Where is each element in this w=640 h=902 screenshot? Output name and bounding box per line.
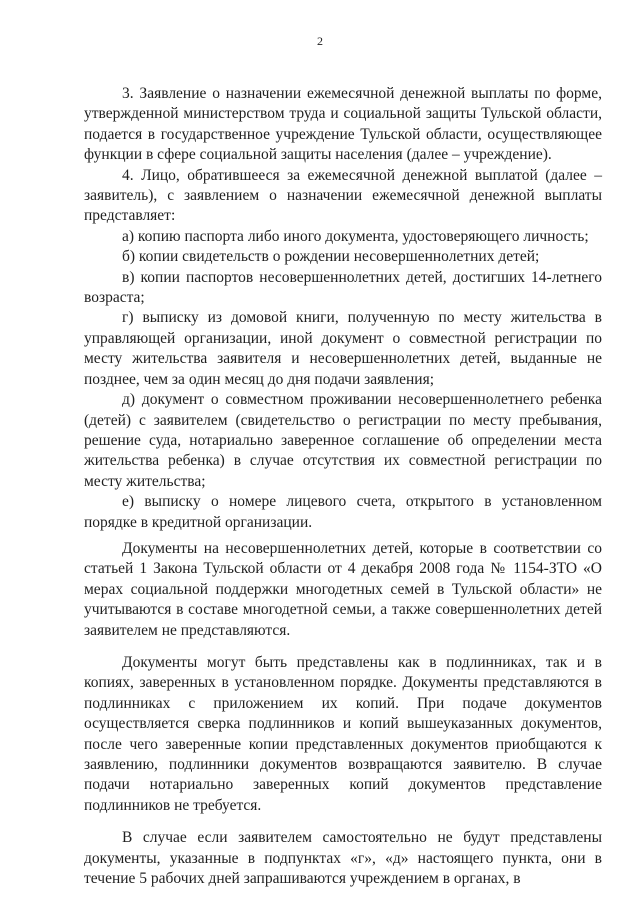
list-item-b: б) копии свидетельств о рождении несовершеннолетних детей; (122, 248, 540, 266)
list-item-d: д) документ о совместном проживании несовершеннолетнего ребенка (детей) с заявителем (свидетельство о регистрации по месту пребывания, решение суда, нотариально заверенное соглашение об определении места жительства ребенка) в случае отсутствия их совместной регистрации по месту жительства; (84, 391, 602, 490)
list-item-g: г) выписку из домовой книги, полученную по месту жительства в управляющей организации, иной документ о совместной регистрации по месту жительства заявителя и несовершеннолетних детей, выданные не позднее, чем за один месяц до дня подачи заявления; (84, 309, 602, 388)
paragraph-originals-and-copies: Документы могут быть представлены как в подлинниках, так и в копиях, заверенных в установленном порядке. Документы представляются в подлинниках с приложением их копий. При подаче документов осуществляется сверка подлинников и копий вышеуказанных документов, после чего заверенные копии представленных документов приобщаются к заявлению, подлинники документов возвращаются заявителю. В случае подачи нотариально заверенных копий документов представление подлинников не требуется. (84, 653, 602, 814)
paragraph-item-4: 4. Лицо, обратившееся за ежемесячной денежной выплатой (далее – заявитель), с заявлением о назначении ежемесячной денежной выплаты представляет: (84, 166, 602, 225)
document-body (84, 84, 602, 889)
list-item-v: в) копии паспортов несовершеннолетних детей, достигших 14-летнего возраста; (84, 268, 602, 307)
page-number: 2 (317, 34, 323, 48)
paragraph-item-3: 3. Заявление о назначении ежемесячной денежной выплаты по форме, утвержденной министерством труда и социальной защиты Тульской области, подается в государственное учреждение Тульской области, осуществляющее функции в сфере социальной защиты населения (далее – учреждение). (84, 85, 602, 164)
paragraph-interagency-requests: В случае если заявителем самостоятельно не будут представлены документы, указанные в подпунктах «г», «д» настоящего пункта, они в течение 5 рабочих дней запрашиваются учреждением в органах, в (84, 829, 602, 888)
list-item-e: е) выписку о номере лицевого счета, открытого в установленном порядке в кредитной организации. (84, 493, 602, 531)
list-item-a: а) копию паспорта либо иного документа, удостоверяющего личность; (122, 227, 589, 245)
paragraph-minor-children-docs: Документы на несовершеннолетних детей, которые в соответствии со статьей 1 Закона Тульской области от 4 декабря 2008 года № 1154-ЗТО «О мерах социальной поддержки многодетных семей в Тульской области» не учитываются в составе многодетной семьи, а также совершеннолетних детей заявителем не представляются. (84, 539, 602, 639)
